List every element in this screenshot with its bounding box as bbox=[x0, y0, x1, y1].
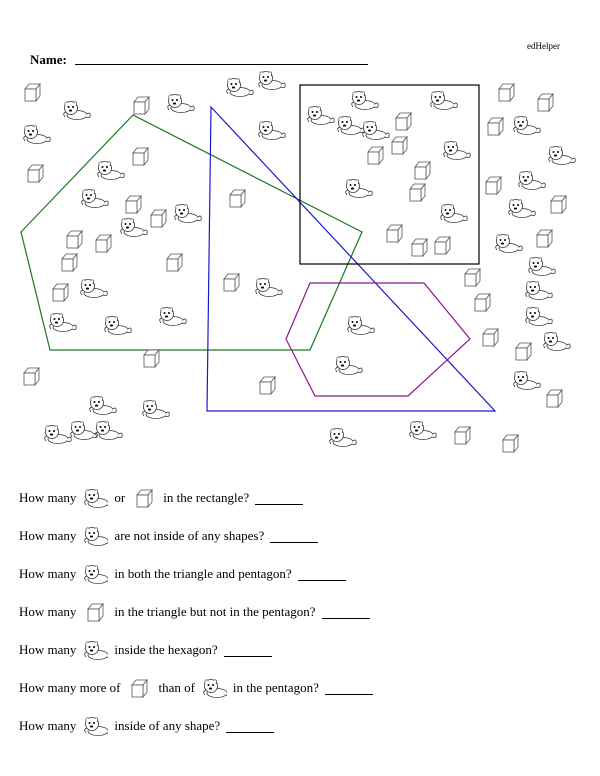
seal-icon bbox=[168, 95, 194, 113]
answer-blank[interactable] bbox=[270, 529, 318, 543]
cube-icon bbox=[537, 230, 552, 247]
cube-icon bbox=[392, 137, 407, 154]
answer-blank[interactable] bbox=[322, 605, 370, 619]
cube-icon bbox=[486, 177, 501, 194]
question-text: How many bbox=[19, 642, 77, 657]
seal-icon bbox=[336, 357, 362, 375]
seal-icon bbox=[82, 716, 108, 736]
brand-label: edHelper bbox=[527, 41, 560, 51]
seal-icon bbox=[346, 180, 372, 198]
seal-icon bbox=[121, 219, 147, 237]
seal-icon bbox=[529, 258, 555, 276]
cube-icon bbox=[25, 84, 40, 101]
cube-icon bbox=[516, 343, 531, 360]
cube-icon bbox=[24, 368, 39, 385]
question-7 bbox=[19, 716, 274, 736]
seal-icon bbox=[71, 422, 97, 440]
cube-icon bbox=[435, 237, 450, 254]
seal-icon bbox=[338, 117, 364, 135]
seal-icon bbox=[45, 426, 71, 444]
cube-icon bbox=[62, 254, 77, 271]
cube-icon bbox=[538, 94, 553, 111]
cube-icon bbox=[126, 196, 141, 213]
cube-icon bbox=[134, 97, 149, 114]
cube-icon bbox=[415, 162, 430, 179]
seal-icon bbox=[90, 397, 116, 415]
seal-icon bbox=[444, 142, 470, 160]
seal-icon bbox=[441, 205, 467, 223]
question-text: in the rectangle? bbox=[163, 490, 250, 505]
question-1 bbox=[19, 488, 303, 508]
question-text: or bbox=[114, 490, 126, 505]
cube-icon bbox=[224, 274, 239, 291]
cube-icon bbox=[455, 427, 470, 444]
seal-icon bbox=[544, 333, 570, 351]
seal-icon bbox=[82, 190, 108, 208]
seal-icon bbox=[363, 122, 389, 140]
seal-icon bbox=[514, 372, 540, 390]
seal-icon bbox=[526, 282, 552, 300]
cube-icon bbox=[144, 350, 159, 367]
answer-blank[interactable] bbox=[325, 681, 373, 695]
seal-icon bbox=[98, 162, 124, 180]
cube-icon bbox=[126, 678, 152, 698]
question-6 bbox=[19, 678, 373, 698]
seal-icon bbox=[509, 200, 535, 218]
question-5 bbox=[19, 640, 272, 660]
seal-icon bbox=[259, 122, 285, 140]
seal-icon bbox=[160, 308, 186, 326]
seal-icon bbox=[496, 235, 522, 253]
hexagon-shape bbox=[286, 283, 470, 396]
seal-icon bbox=[514, 117, 540, 135]
answer-blank[interactable] bbox=[224, 643, 272, 657]
cube-icon bbox=[167, 254, 182, 271]
seal-icon bbox=[82, 526, 108, 546]
seal-icon bbox=[308, 107, 334, 125]
cube-icon bbox=[82, 602, 108, 622]
seal-icon bbox=[259, 72, 285, 90]
seal-icon bbox=[82, 564, 108, 584]
question-text: in the pentagon? bbox=[232, 680, 319, 695]
question-text: How many more of bbox=[19, 680, 121, 695]
cube-icon bbox=[475, 294, 490, 311]
seal-icon bbox=[431, 92, 457, 110]
seal-icon bbox=[526, 308, 552, 326]
cube-icon bbox=[151, 210, 166, 227]
cube-icon bbox=[396, 113, 411, 130]
seal-icon bbox=[330, 429, 356, 447]
question-text: in both the triangle and pentagon? bbox=[114, 566, 292, 581]
cube-icon bbox=[131, 488, 157, 508]
name-input-line[interactable] bbox=[75, 64, 368, 65]
question-text: inside the hexagon? bbox=[114, 642, 218, 657]
seal-icon bbox=[175, 205, 201, 223]
question-text: How many bbox=[19, 718, 77, 733]
answer-blank[interactable] bbox=[226, 719, 274, 733]
cube-icon bbox=[499, 84, 514, 101]
cube-icon bbox=[260, 377, 275, 394]
question-text: How many bbox=[19, 490, 77, 505]
seal-icon bbox=[82, 640, 108, 660]
question-2 bbox=[19, 526, 318, 546]
cube-icon bbox=[483, 329, 498, 346]
cube-icon bbox=[67, 231, 82, 248]
question-4 bbox=[19, 602, 370, 622]
cube-icon bbox=[368, 147, 383, 164]
seal-icon bbox=[105, 317, 131, 335]
question-text: How many bbox=[19, 528, 77, 543]
seal-icon bbox=[519, 172, 545, 190]
cube-icon bbox=[551, 196, 566, 213]
seal-icon bbox=[549, 147, 575, 165]
cube-icon bbox=[488, 118, 503, 135]
seal-icon bbox=[227, 79, 253, 97]
seal-icon bbox=[352, 92, 378, 110]
cube-icon bbox=[503, 435, 518, 452]
question-text: How many bbox=[19, 604, 77, 619]
cube-icon bbox=[53, 284, 68, 301]
question-text: inside of any shape? bbox=[114, 718, 221, 733]
question-text: are not inside of any shapes? bbox=[114, 528, 265, 543]
seal-icon bbox=[82, 488, 108, 508]
seal-icon bbox=[143, 401, 169, 419]
question-text: than of bbox=[158, 680, 195, 695]
answer-blank[interactable] bbox=[255, 491, 303, 505]
question-3 bbox=[19, 564, 346, 584]
cube-icon bbox=[465, 269, 480, 286]
seal-icon bbox=[256, 279, 282, 297]
answer-blank[interactable] bbox=[298, 567, 346, 581]
cube-icon bbox=[547, 390, 562, 407]
seal-icon bbox=[64, 102, 90, 120]
seal-icon bbox=[50, 314, 76, 332]
seal-icon bbox=[24, 126, 50, 144]
seal-icon bbox=[201, 678, 227, 698]
cube-icon bbox=[133, 148, 148, 165]
seal-icon bbox=[348, 317, 374, 335]
seal-icon bbox=[81, 280, 107, 298]
cube-icon bbox=[96, 235, 111, 252]
cube-icon bbox=[387, 225, 402, 242]
question-text: in the triangle but not in the pentagon? bbox=[114, 604, 316, 619]
cube-icon bbox=[230, 190, 245, 207]
seal-icon bbox=[410, 422, 436, 440]
name-label: Name: bbox=[30, 52, 67, 67]
question-text: How many bbox=[19, 566, 77, 581]
seal-icon bbox=[96, 422, 122, 440]
cube-icon bbox=[28, 165, 43, 182]
cube-icon bbox=[412, 239, 427, 256]
cube-icon bbox=[410, 184, 425, 201]
